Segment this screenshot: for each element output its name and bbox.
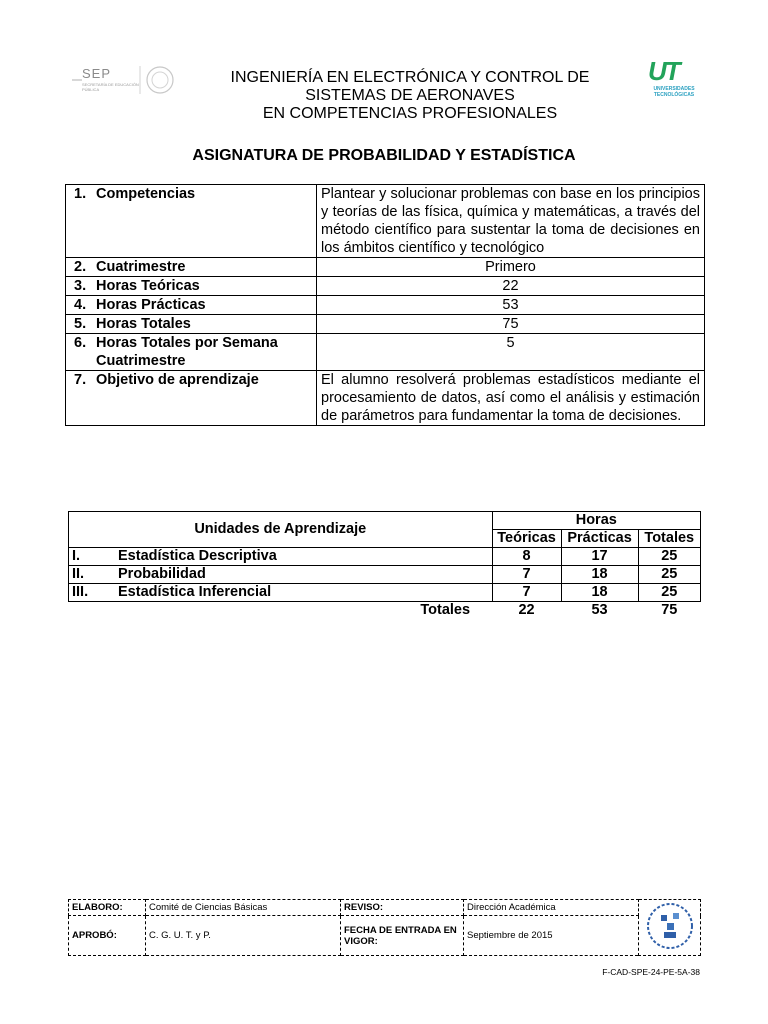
info-value: 5 [317,334,705,371]
info-value: Primero [317,258,705,277]
totals-label: Totales [420,602,471,618]
col-practicas: Prácticas [561,530,638,548]
unit-name: Estadística Inferencial [115,584,492,602]
unit-totales: 25 [638,584,700,602]
info-value: 53 [317,296,705,315]
totals-practicas: 53 [591,602,608,618]
info-value: 75 [317,315,705,334]
info-row-competencias [66,185,705,258]
table-row [69,548,701,566]
info-row-horas-teoricas [66,277,705,296]
sep-logo-text: SEP [82,66,112,81]
unit-name: Estadística Descriptiva [115,548,492,566]
reviso-value: Dirección Académica [464,900,639,916]
col-totales: Totales [638,530,700,548]
program-title-line2: SISTEMAS DE AERONAVES [305,87,515,104]
quality-seal [639,900,701,956]
totals-teoricas: 22 [518,602,535,618]
elaboro-label: ELABORO: [69,900,146,916]
learning-units-table [68,511,701,619]
info-label: 7. Objetivo de aprendizaje [66,371,317,426]
program-title [200,69,620,123]
elaboro-value: Comité de Ciencias Básicas [146,900,341,916]
info-label: 1. Competencias [66,185,317,258]
unit-teoricas: 7 [492,584,561,602]
info-value: Plantear y solucionar problemas con base en los principios y teorías de las física, química y matemáticas, a través del método científico para sustentar la toma de decisiones en los ámbitos científico y tecnológico [317,185,705,258]
unit-name: Probabilidad [115,566,492,584]
unit-number: III. [69,584,116,602]
info-label: 4. Horas Prácticas [66,296,317,315]
info-label: 3. Horas Teóricas [66,277,317,296]
unit-totales: 25 [638,566,700,584]
info-row-horas-semana [66,334,705,371]
info-value: 22 [317,277,705,296]
aprobo-label: APROBÓ: [69,916,146,956]
totals-totales: 75 [661,602,678,618]
program-title-line1: INGENIERÍA EN ELECTRÓNICA Y CONTROL DE [230,69,590,86]
info-row-horas-totales [66,315,705,334]
unit-number: I. [69,548,116,566]
col-teoricas: Teóricas [492,530,561,548]
units-header: Unidades de Aprendizaje [69,512,493,548]
table-row [69,584,701,602]
ut-logo-subtext: UNIVERSIDADES TECNOLÓGICAS [653,86,695,98]
subject-info-table [65,184,705,426]
aprobo-value: C. G. U. T. y P. [146,916,341,956]
reviso-label: REVISO: [341,900,464,916]
info-row-objetivo [66,371,705,426]
subject-title: ASIGNATURA DE PROBABILIDAD Y ESTADÍSTICA [192,147,576,164]
unit-practicas: 18 [561,566,638,584]
info-row-cuatrimestre [66,258,705,277]
unit-teoricas: 7 [492,566,561,584]
unit-teoricas: 8 [492,548,561,566]
unit-totales: 25 [638,548,700,566]
unit-number: II. [69,566,116,584]
sep-logo-subtext: SECRETARÍA DE EDUCACIÓN PÚBLICA [82,82,139,92]
table-row [69,566,701,584]
totals-row [69,602,701,620]
quality-seal-icon [643,901,697,951]
info-label: 6. Horas Totales por Semana Cuatrimestre [66,334,317,371]
fecha-label: FECHA DE ENTRADA EN VIGOR: [341,916,464,956]
ut-logo-text: UT [648,56,679,86]
fecha-value: Septiembre de 2015 [464,916,639,956]
program-title-line3: EN COMPETENCIAS PROFESIONALES [262,105,558,122]
unit-practicas: 18 [561,584,638,602]
hours-header: Horas [492,512,700,530]
info-row-horas-practicas [66,296,705,315]
info-label: 5. Horas Totales [66,315,317,334]
unit-practicas: 17 [561,548,638,566]
info-value: El alumno resolverá problemas estadísticos mediante el procesamiento de datos, así como el análisis y estimación de parámetros para fundamentar la toma de decisiones. [317,371,705,426]
document-code: F-CAD-SPE-24-PE-5A-38 [602,967,700,977]
approval-footer [68,899,701,956]
info-label: 2. Cuatrimestre [66,258,317,277]
